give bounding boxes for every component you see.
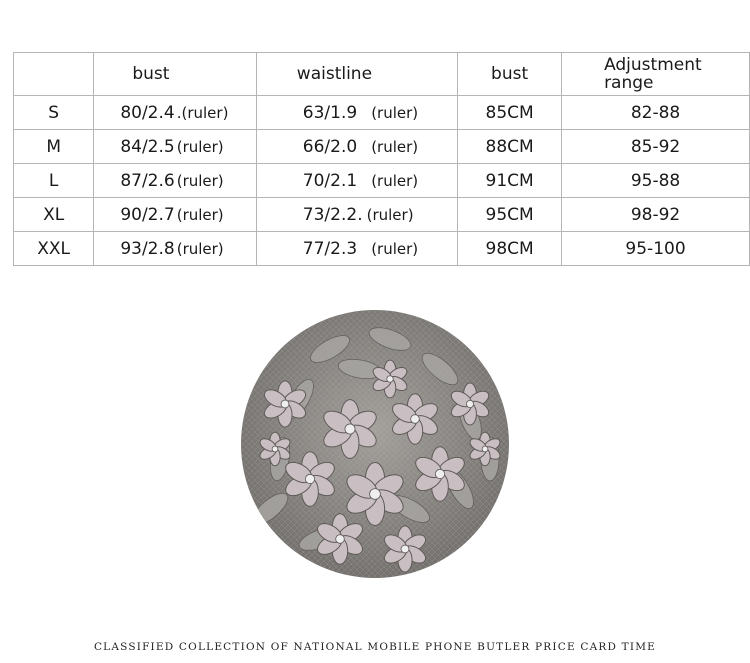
bust-value: 93/2.8: [120, 238, 175, 259]
bust-cell: [94, 96, 256, 130]
waist-unit: (ruler): [371, 103, 419, 122]
bust-unit: (ruler): [176, 137, 224, 156]
size-cell: XL: [14, 198, 94, 232]
table-row: [14, 232, 750, 266]
bust-cell: [94, 232, 256, 266]
bust-value: 80/2.4: [120, 102, 175, 123]
header-adjustment-line1: Adjustment: [604, 55, 702, 75]
waist-value: 70/2.1: [302, 170, 358, 191]
waist-value: 66/2.0: [302, 136, 358, 157]
header-adjustment-range: [562, 53, 750, 96]
range-cell: 95-88: [562, 164, 750, 198]
waist-cell: [256, 130, 457, 164]
header-body-bust: bust: [458, 53, 562, 96]
waist-unit: (ruler): [371, 171, 419, 190]
body-bust-cell: 85CM: [458, 96, 562, 130]
waist-cell: [256, 96, 457, 130]
bust-unit: (ruler): [176, 171, 224, 190]
waist-unit: (ruler): [371, 239, 419, 258]
bust-cell: [94, 198, 256, 232]
table-row: [14, 130, 750, 164]
bust-cell: [94, 164, 256, 198]
body-bust-cell: 95CM: [458, 198, 562, 232]
bust-value: 90/2.7: [120, 204, 175, 225]
size-chart-table: [13, 52, 750, 266]
waist-value: 73/2.2.: [302, 204, 363, 225]
waist-value: 63/1.9: [302, 102, 358, 123]
bust-cell: [94, 130, 256, 164]
range-cell: 82-88: [562, 96, 750, 130]
size-cell: M: [14, 130, 94, 164]
bust-unit: (ruler): [176, 239, 224, 258]
range-cell: 85-92: [562, 130, 750, 164]
range-cell: 95-100: [562, 232, 750, 266]
table-row: [14, 96, 750, 130]
header-bust: bust: [94, 53, 256, 96]
range-cell: 98-92: [562, 198, 750, 232]
body-bust-cell: 88CM: [458, 130, 562, 164]
header-size: [14, 53, 94, 96]
table-row: [14, 164, 750, 198]
size-cell: XXL: [14, 232, 94, 266]
waist-cell: [256, 164, 457, 198]
waist-cell: [256, 232, 457, 266]
body-bust-cell: 91CM: [458, 164, 562, 198]
size-cell: S: [14, 96, 94, 130]
bust-value: 87/2.6: [120, 170, 175, 191]
header-waistline: waistline: [256, 53, 457, 96]
size-cell: L: [14, 164, 94, 198]
footer-caption: CLASSIFIED COLLECTION OF NATIONAL MOBILE PHONE BUTLER PRICE CARD TIME: [93, 641, 657, 653]
table-row: [14, 198, 750, 232]
body-bust-cell: 98CM: [458, 232, 562, 266]
waist-unit: (ruler): [371, 137, 419, 156]
waist-cell: [256, 198, 457, 232]
bust-unit: .(ruler): [176, 103, 229, 122]
bust-unit: (ruler): [176, 205, 224, 224]
waist-unit: (ruler): [366, 205, 414, 224]
waist-value: 77/2.3: [302, 238, 358, 259]
table-header-row: [14, 53, 750, 96]
lace-fabric-swatch: [240, 309, 510, 579]
bust-value: 84/2.5: [120, 136, 175, 157]
header-adjustment-line2: range: [604, 73, 654, 93]
